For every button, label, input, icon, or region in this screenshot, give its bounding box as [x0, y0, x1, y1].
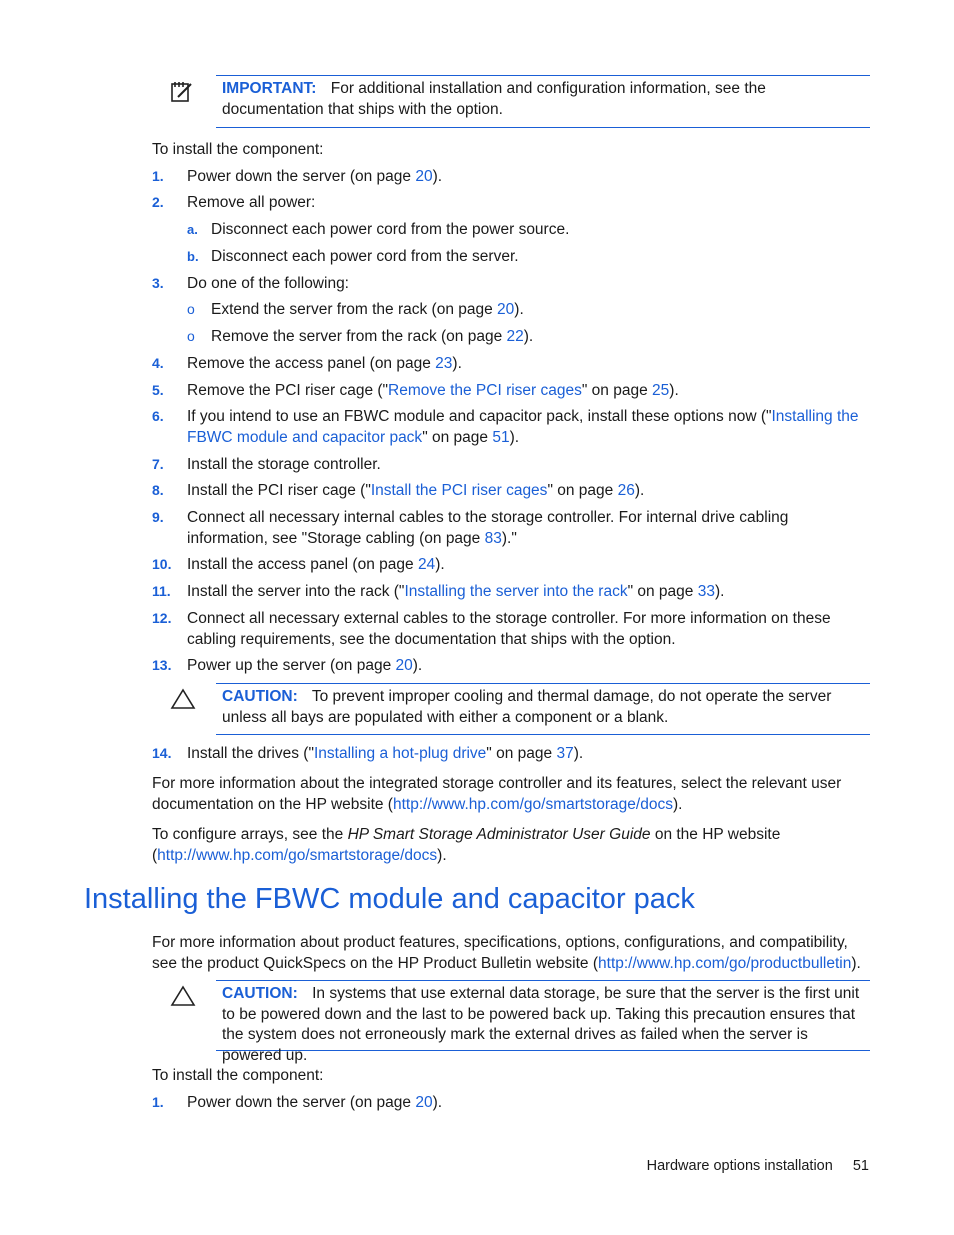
page-link[interactable]: 22 [506, 328, 524, 345]
step-number: 9. [152, 509, 164, 525]
step-6: If you intend to use an FBWC module and capacitor pack, install these options now ("Installing the FBWC module and capacitor pack" on page 51). [187, 408, 859, 446]
cross-ref-link[interactable]: Installing the FBWC module and capacitor pack [187, 408, 859, 446]
substep-b: Disconnect each power cord from the server. [211, 248, 519, 265]
section-heading: Installing the FBWC module and capacitor pack [84, 883, 695, 915]
step-number: 5. [152, 382, 164, 398]
page-link[interactable]: 20 [415, 168, 433, 185]
page-link[interactable]: 83 [484, 530, 502, 547]
page-link[interactable]: 20 [415, 1094, 433, 1111]
important-icon [170, 80, 194, 109]
caution-text: In systems that use external data storage, be sure that the server is the first unit to be powered down and the last to be powered back up. Taking this precaution ensures that the system does not erroneously mark the external drives as failed when the server is powered up. [222, 985, 860, 1064]
cross-ref-link[interactable]: Installing the server into the rack [404, 583, 628, 600]
cross-ref-link[interactable]: Install the PCI riser cages [370, 482, 548, 499]
intro-text: To install the component: [152, 1067, 324, 1084]
url-link[interactable]: http://www.hp.com/go/productbulletin [598, 955, 852, 972]
step-number: 10. [152, 556, 172, 572]
intro-text: To install the component: [152, 141, 324, 158]
caution-label: CAUTION: [222, 688, 298, 705]
step-number: 6. [152, 408, 164, 424]
page-link[interactable]: 37 [556, 745, 574, 762]
url-link[interactable]: http://www.hp.com/go/smartstorage/docs [392, 796, 673, 813]
caution-text: To prevent improper cooling and thermal damage, do not operate the server unless all bays are populated with either a component or a blank. [222, 688, 832, 726]
caution-icon [170, 688, 196, 715]
step-8: Install the PCI riser cage ("Install the PCI riser cages" on page 26). [187, 482, 645, 499]
caution-icon [170, 985, 196, 1012]
step-14: Install the drives ("Installing a hot-plug drive" on page 37). [187, 745, 584, 762]
step-number: 3. [152, 275, 164, 291]
caution-note [216, 980, 870, 1064]
step-number: 4. [152, 355, 164, 371]
step-9: Connect all necessary internal cables to the storage controller. For internal drive cabling information, see "Storage cabling (on page 83)." [187, 509, 789, 547]
step-5: Remove the PCI riser cage ("Remove the PCI riser cages" on page 25). [187, 382, 679, 399]
step-number: 12. [152, 610, 172, 626]
paragraph: For more information about the integrated storage controller and its features, select the relevant user documentation on the HP website (http://www.hp.com/go/smartstorage/docs). [152, 775, 842, 813]
step-2: Remove all power: [187, 194, 316, 211]
step-number: 11. [152, 583, 171, 599]
important-label: IMPORTANT: [222, 80, 317, 97]
caution-label: CAUTION: [222, 985, 298, 1002]
step-1: Power down the server (on page 20). [187, 1094, 443, 1111]
step-13: Power up the server (on page 20). [187, 657, 423, 674]
cross-ref-link[interactable]: Installing a hot-plug drive [313, 745, 487, 762]
page-link[interactable]: 20 [395, 657, 413, 674]
step-11: Install the server into the rack ("Installing the server into the rack" on page 33). [187, 583, 725, 600]
paragraph: For more information about product features, specifications, options, configurations, and compatibility, see the product QuickSpecs on the HP Product Bulletin website (http://www.hp.com/go/productbulletin). [152, 934, 861, 972]
step-4: Remove the access panel (on page 23). [187, 355, 462, 372]
guide-title: HP Smart Storage Administrator User Guide [347, 826, 651, 843]
page-number: 51 [852, 1158, 869, 1174]
substep-bullet: Remove the server from the rack (on page 22). [211, 328, 534, 345]
step-7: Install the storage controller. [187, 456, 381, 473]
step-number: 1. [152, 168, 164, 184]
substep-a: Disconnect each power cord from the power source. [211, 221, 570, 238]
page-link[interactable]: 25 [652, 382, 670, 399]
cross-ref-link[interactable]: Remove the PCI riser cages [388, 382, 582, 399]
page-link[interactable]: 33 [697, 583, 715, 600]
step-number: 13. [152, 657, 172, 673]
page-link[interactable]: 20 [497, 301, 515, 318]
step-number: 8. [152, 482, 164, 498]
substep-letter: a. [187, 222, 198, 237]
url-link[interactable]: http://www.hp.com/go/smartstorage/docs [157, 847, 438, 864]
page-link[interactable]: 51 [492, 429, 510, 446]
step-3: Do one of the following: [187, 275, 349, 292]
substep-letter: b. [187, 249, 199, 264]
step-number: 1. [152, 1094, 164, 1110]
step-12: Connect all necessary external cables to the storage controller. For more information on these cabling requirements, see the documentation that ships with the option. [187, 610, 831, 648]
footer-section: Hardware options installation [646, 1158, 833, 1174]
step-10: Install the access panel (on page 24). [187, 556, 445, 573]
page-footer [647, 1158, 869, 1174]
page-link[interactable]: 23 [435, 355, 453, 372]
bullet-icon: o [187, 301, 195, 317]
page-link[interactable]: 24 [417, 556, 436, 573]
important-note [216, 75, 870, 128]
step-number: 7. [152, 456, 164, 472]
important-text: For additional installation and configuration information, see the documentation that ships with the option. [222, 80, 766, 118]
paragraph: To configure arrays, see the HP Smart Storage Administrator User Guide on the HP website (http://www.hp.com/go/smartstorage/docs). [152, 826, 781, 864]
bullet-icon: o [187, 328, 195, 344]
step-number: 14. [152, 745, 172, 761]
substep-bullet: Extend the server from the rack (on page 20). [211, 301, 524, 318]
step-number: 2. [152, 194, 164, 210]
step-1: Power down the server (on page 20). [187, 168, 443, 185]
page-link[interactable]: 26 [617, 482, 635, 499]
caution-note [216, 683, 870, 735]
